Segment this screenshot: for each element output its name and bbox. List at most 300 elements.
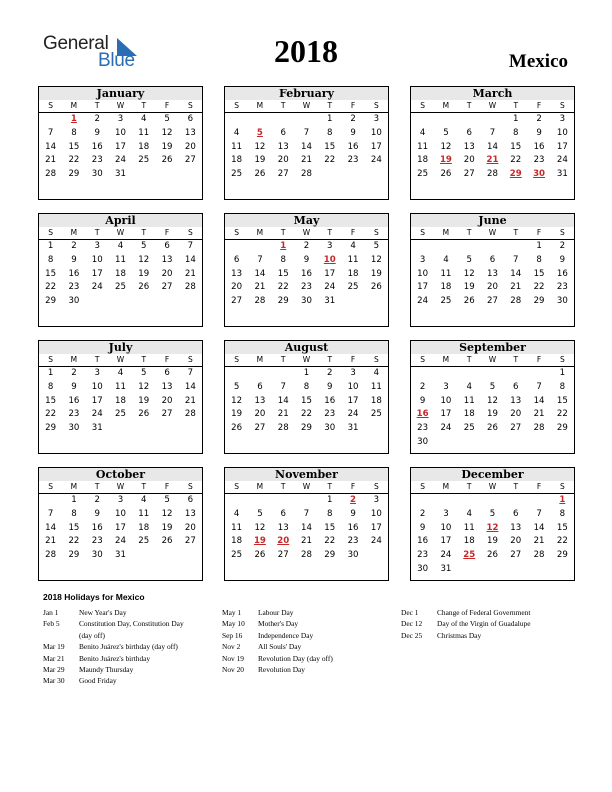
weekday-label: M	[434, 100, 457, 113]
day-cell: 12	[463, 268, 475, 279]
weekday-label: T	[132, 481, 155, 494]
day-cell: 4	[373, 368, 380, 378]
empty-day-cell	[155, 168, 178, 182]
day-cell: 14	[510, 268, 522, 279]
day-cell: 17	[324, 268, 336, 279]
weekday-label: S	[411, 354, 434, 367]
day-cell: 24	[91, 409, 103, 420]
month-july	[38, 340, 203, 454]
day-cell: 26	[254, 169, 266, 180]
day-cell: 24	[370, 155, 382, 166]
day-cell: 20	[184, 141, 196, 152]
empty-day-cell	[341, 295, 364, 309]
day-cell: 17	[370, 141, 382, 152]
day-cell: 12	[138, 381, 150, 392]
day-cell: 27	[277, 169, 289, 180]
empty-day-cell	[155, 549, 178, 563]
day-cell: 12	[161, 508, 173, 519]
weekday-label: F	[341, 481, 364, 494]
day-cell: 3	[559, 114, 566, 124]
weekday-label: T	[86, 100, 109, 113]
day-cell: 21	[277, 409, 289, 420]
day-cell: 29	[68, 550, 80, 561]
empty-day-cell	[248, 113, 271, 127]
holiday-day-cell: 10	[323, 254, 336, 265]
day-cell: 20	[161, 395, 173, 406]
day-cell: 25	[138, 155, 150, 166]
day-cell: 18	[231, 536, 243, 547]
day-cell: 8	[559, 381, 566, 392]
weekday-label: S	[411, 100, 434, 113]
day-cell: 2	[419, 381, 426, 392]
holiday-date: Nov 20	[222, 665, 244, 675]
day-cell: 5	[141, 241, 147, 251]
day-cell: 21	[45, 536, 57, 547]
day-cell: 30	[417, 563, 429, 574]
day-cell: 15	[324, 141, 336, 152]
day-cell: 19	[138, 268, 150, 279]
day-cell: 17	[440, 536, 452, 547]
month-name: October	[39, 468, 202, 481]
holiday-date: Feb 5	[43, 619, 60, 629]
weekday-label: W	[109, 100, 132, 113]
empty-day-cell	[295, 113, 318, 127]
day-cell: 22	[68, 155, 80, 166]
day-cell: 6	[187, 114, 194, 124]
day-cell: 14	[45, 141, 57, 152]
day-cell: 30	[556, 296, 568, 307]
day-cell: 3	[327, 241, 333, 251]
day-cell: 16	[417, 536, 429, 547]
day-cell: 4	[350, 241, 356, 251]
day-cell: 24	[115, 536, 126, 547]
month-name: August	[225, 341, 388, 354]
day-cell: 15	[45, 268, 57, 279]
empty-day-cell	[527, 494, 550, 508]
day-cell: 7	[536, 508, 542, 519]
day-cell: 12	[370, 254, 382, 265]
empty-day-cell	[434, 240, 457, 254]
weekday-label: S	[411, 481, 434, 494]
day-cell: 5	[443, 127, 449, 138]
day-cell: 21	[45, 155, 57, 166]
day-cell: 21	[533, 409, 545, 420]
weekday-label: F	[155, 354, 178, 367]
day-cell: 18	[231, 155, 243, 166]
empty-day-cell	[458, 494, 481, 508]
weekday-label: W	[109, 481, 132, 494]
empty-day-cell	[504, 436, 527, 450]
day-cell: 23	[301, 282, 312, 293]
day-cell: 30	[91, 550, 103, 561]
day-cell: 9	[94, 127, 100, 138]
day-cell: 17	[91, 268, 103, 279]
day-cell: 28	[254, 296, 266, 307]
day-cell: 23	[417, 423, 429, 434]
day-cell: 2	[94, 114, 100, 124]
empty-day-cell	[411, 367, 434, 381]
logo-text-general: General	[43, 33, 109, 54]
day-cell: 25	[440, 296, 452, 307]
day-cell: 24	[370, 536, 382, 547]
weekday-label: T	[504, 100, 527, 113]
holiday-row	[43, 607, 184, 618]
day-cell: 26	[487, 550, 498, 561]
holiday-row	[43, 630, 184, 641]
holiday-day-cell: 16	[416, 409, 429, 420]
day-cell: 29	[556, 550, 568, 561]
month-february	[224, 86, 389, 200]
day-cell: 1	[536, 241, 542, 251]
day-cell: 13	[277, 522, 289, 533]
day-cell: 31	[91, 423, 103, 434]
day-cell: 18	[115, 395, 126, 406]
day-cell: 20	[277, 155, 289, 166]
empty-day-cell	[458, 113, 481, 127]
day-cell: 15	[277, 268, 289, 279]
holiday-row	[401, 618, 531, 629]
day-cell: 2	[350, 114, 356, 124]
day-cell: 15	[45, 395, 57, 406]
day-cell: 9	[71, 254, 77, 265]
day-cell: 6	[164, 368, 170, 378]
day-cell: 4	[117, 368, 124, 378]
day-cell: 17	[91, 395, 103, 406]
day-cell: 3	[94, 368, 100, 378]
month-name: January	[39, 87, 202, 100]
empty-day-cell	[225, 113, 248, 127]
day-cell: 27	[184, 536, 196, 547]
weekday-label: S	[179, 227, 202, 240]
day-cell: 6	[513, 381, 519, 392]
day-cell: 24	[115, 155, 126, 166]
day-cell: 22	[324, 536, 336, 547]
day-cell: 16	[68, 268, 80, 279]
weekday-label: T	[318, 481, 341, 494]
day-cell: 25	[347, 282, 359, 293]
day-cell: 9	[350, 508, 356, 519]
day-cell: 7	[187, 368, 194, 378]
day-cell: 11	[417, 141, 429, 152]
day-cell: 22	[533, 282, 545, 293]
weekday-label: T	[86, 354, 109, 367]
day-cell: 30	[324, 423, 336, 434]
day-cell: 3	[350, 368, 356, 378]
day-cell: 17	[556, 141, 568, 152]
day-cell: 21	[510, 282, 522, 293]
day-cell: 2	[94, 495, 100, 505]
month-name: September	[411, 341, 574, 354]
empty-day-cell	[551, 563, 574, 577]
holiday-day-cell: 2	[350, 495, 357, 505]
day-cell: 9	[94, 508, 100, 519]
holiday-name: Benito Juárez's birthday	[79, 653, 151, 663]
holiday-date: Jan 1	[43, 608, 59, 617]
empty-day-cell	[411, 494, 434, 508]
empty-day-cell	[248, 367, 271, 381]
day-cell: 14	[301, 522, 312, 533]
day-cell: 5	[141, 368, 147, 378]
empty-day-cell	[481, 436, 504, 450]
day-cell: 13	[510, 522, 522, 533]
day-cell: 16	[347, 522, 359, 533]
holiday-name: Christmas Day	[437, 630, 482, 640]
weekday-label: M	[62, 481, 85, 494]
holiday-name: Mother's Day	[258, 619, 299, 629]
day-cell: 11	[231, 141, 243, 152]
empty-day-cell	[411, 113, 434, 127]
day-cell: 10	[115, 508, 126, 519]
day-cell: 18	[138, 141, 150, 152]
weekday-label: M	[62, 100, 85, 113]
day-cell: 7	[303, 127, 310, 138]
day-cell: 12	[161, 127, 173, 138]
empty-day-cell	[527, 436, 550, 450]
day-cell: 26	[161, 155, 173, 166]
day-cell: 3	[419, 254, 426, 265]
day-cell: 3	[94, 241, 100, 251]
month-name: November	[225, 468, 388, 481]
day-cell: 30	[68, 296, 80, 307]
day-cell: 9	[303, 254, 310, 265]
weekday-label: T	[318, 100, 341, 113]
weekday-label: M	[434, 481, 457, 494]
empty-day-cell	[365, 422, 388, 436]
day-cell: 18	[463, 409, 475, 420]
holiday-date: Mar 21	[43, 653, 65, 663]
day-cell: 27	[487, 296, 498, 307]
day-cell: 20	[231, 282, 243, 293]
calendar-year-title: 2018	[274, 33, 338, 69]
day-cell: 28	[301, 550, 312, 561]
holiday-day-cell: 1	[70, 114, 77, 124]
day-cell: 24	[324, 282, 336, 293]
day-cell: 12	[254, 522, 266, 533]
empty-day-cell	[179, 168, 202, 182]
day-cell: 19	[161, 141, 173, 152]
holiday-day-cell: 1	[559, 495, 566, 505]
holiday-day-cell: 1	[280, 241, 287, 251]
holiday-row	[222, 618, 333, 629]
weekday-label: S	[225, 481, 248, 494]
day-cell: 8	[47, 381, 54, 392]
day-cell: 9	[536, 127, 542, 138]
day-cell: 26	[138, 282, 150, 293]
holiday-date: Mar 29	[43, 665, 65, 675]
weekday-label: W	[295, 354, 318, 367]
day-cell: 19	[370, 268, 382, 279]
day-cell: 19	[487, 536, 498, 547]
day-cell: 22	[45, 282, 57, 293]
day-cell: 19	[254, 155, 266, 166]
day-cell: 1	[71, 495, 77, 505]
day-cell: 20	[510, 536, 522, 547]
day-cell: 28	[510, 296, 522, 307]
holiday-column	[222, 607, 333, 675]
day-cell: 1	[327, 495, 333, 505]
day-cell: 29	[324, 550, 336, 561]
day-cell: 2	[559, 241, 566, 251]
day-cell: 22	[510, 155, 522, 166]
day-cell: 18	[463, 536, 475, 547]
day-cell: 7	[303, 508, 310, 519]
day-cell: 7	[47, 127, 54, 138]
day-cell: 15	[301, 395, 312, 406]
day-cell: 11	[370, 381, 382, 392]
day-cell: 13	[254, 395, 266, 406]
empty-day-cell	[132, 295, 155, 309]
empty-day-cell	[481, 113, 504, 127]
day-cell: 22	[68, 536, 80, 547]
month-name: March	[411, 87, 574, 100]
empty-day-cell	[481, 240, 504, 254]
holiday-date: Dec 1	[401, 608, 419, 617]
day-cell: 25	[463, 423, 475, 434]
empty-day-cell	[39, 113, 62, 127]
day-cell: 7	[187, 241, 194, 251]
month-april	[38, 213, 203, 327]
day-cell: 13	[510, 395, 522, 406]
holiday-row	[43, 618, 184, 629]
day-cell: 12	[440, 141, 452, 152]
month-december	[410, 467, 575, 581]
day-cell: 17	[347, 395, 359, 406]
holiday-row	[43, 653, 184, 664]
day-cell: 29	[533, 296, 545, 307]
day-cell: 16	[533, 141, 545, 152]
weekday-label: T	[272, 354, 295, 367]
day-cell: 12	[138, 254, 150, 265]
day-cell: 18	[115, 268, 126, 279]
day-cell: 29	[45, 296, 57, 307]
day-cell: 28	[184, 282, 196, 293]
day-cell: 6	[280, 508, 286, 519]
holiday-date: Mar 30	[43, 676, 65, 686]
day-cell: 25	[417, 169, 429, 180]
weekday-label: W	[295, 227, 318, 240]
empty-day-cell	[155, 422, 178, 436]
day-cell: 1	[559, 368, 566, 378]
day-cell: 23	[417, 550, 429, 561]
empty-day-cell	[225, 494, 248, 508]
weekday-label: F	[527, 354, 550, 367]
day-cell: 5	[233, 381, 240, 392]
day-cell: 22	[324, 155, 336, 166]
empty-day-cell	[318, 168, 341, 182]
day-cell: 25	[231, 169, 243, 180]
holiday-name: Day of the Virgin of Guadalupe	[437, 619, 531, 629]
day-cell: 25	[370, 409, 382, 420]
weekday-label: M	[62, 354, 85, 367]
day-cell: 11	[138, 127, 150, 138]
day-cell: 10	[91, 254, 103, 265]
day-cell: 5	[489, 508, 496, 519]
day-cell: 18	[138, 522, 150, 533]
empty-day-cell	[551, 436, 574, 450]
holiday-date: Sep 16	[222, 630, 243, 640]
day-cell: 5	[466, 254, 472, 265]
day-cell: 9	[419, 395, 426, 406]
day-cell: 16	[91, 141, 103, 152]
empty-day-cell	[481, 563, 504, 577]
empty-day-cell	[295, 494, 318, 508]
day-cell: 9	[71, 381, 77, 392]
holiday-date: Nov 19	[222, 653, 244, 663]
day-cell: 2	[419, 508, 426, 519]
weekday-label: S	[411, 227, 434, 240]
weekday-label: M	[248, 354, 271, 367]
empty-day-cell	[179, 549, 202, 563]
empty-day-cell	[225, 240, 248, 254]
weekday-label: S	[365, 481, 388, 494]
day-cell: 9	[559, 254, 566, 265]
weekday-label: S	[365, 100, 388, 113]
weekday-label: T	[86, 481, 109, 494]
weekday-label: F	[527, 100, 550, 113]
holiday-day-cell: 19	[253, 536, 266, 547]
weekday-label: T	[132, 100, 155, 113]
day-cell: 23	[324, 409, 336, 420]
day-cell: 8	[303, 381, 310, 392]
day-cell: 16	[347, 141, 359, 152]
weekday-label: T	[318, 354, 341, 367]
holiday-name: Revolution Day (day off)	[258, 653, 333, 663]
weekday-label: S	[551, 481, 574, 494]
weekday-label: W	[109, 227, 132, 240]
day-cell: 1	[47, 368, 54, 378]
day-cell: 19	[487, 409, 498, 420]
day-cell: 28	[533, 550, 545, 561]
day-cell: 26	[463, 296, 475, 307]
empty-day-cell	[109, 295, 132, 309]
day-cell: 13	[277, 141, 289, 152]
day-cell: 26	[254, 550, 266, 561]
day-cell: 8	[327, 508, 333, 519]
month-name: December	[411, 468, 574, 481]
day-cell: 23	[556, 282, 568, 293]
holiday-name: New Year's Day	[79, 608, 127, 617]
day-cell: 30	[347, 550, 359, 561]
empty-day-cell	[504, 240, 527, 254]
holiday-name: Benito Juárez's birthday (day off)	[79, 642, 178, 652]
day-cell: 10	[440, 395, 452, 406]
day-cell: 1	[47, 241, 54, 251]
holiday-column	[401, 607, 531, 641]
empty-day-cell	[272, 113, 295, 127]
empty-day-cell	[481, 367, 504, 381]
holiday-name: Independence Day	[258, 630, 314, 640]
day-cell: 20	[463, 155, 475, 166]
day-cell: 27	[161, 409, 173, 420]
day-cell: 17	[115, 141, 126, 152]
day-cell: 20	[254, 409, 266, 420]
day-cell: 16	[68, 395, 80, 406]
empty-day-cell	[365, 295, 388, 309]
holiday-name: Revolution Day	[258, 665, 306, 675]
day-cell: 27	[277, 550, 289, 561]
weekday-label: T	[458, 354, 481, 367]
day-cell: 30	[91, 169, 103, 180]
day-cell: 28	[301, 169, 312, 180]
day-cell: 28	[533, 423, 545, 434]
day-cell: 3	[443, 508, 449, 519]
day-cell: 8	[327, 127, 333, 138]
day-cell: 29	[556, 423, 568, 434]
day-cell: 14	[254, 268, 266, 279]
day-cell: 13	[161, 381, 173, 392]
empty-day-cell	[458, 240, 481, 254]
day-cell: 19	[161, 522, 173, 533]
